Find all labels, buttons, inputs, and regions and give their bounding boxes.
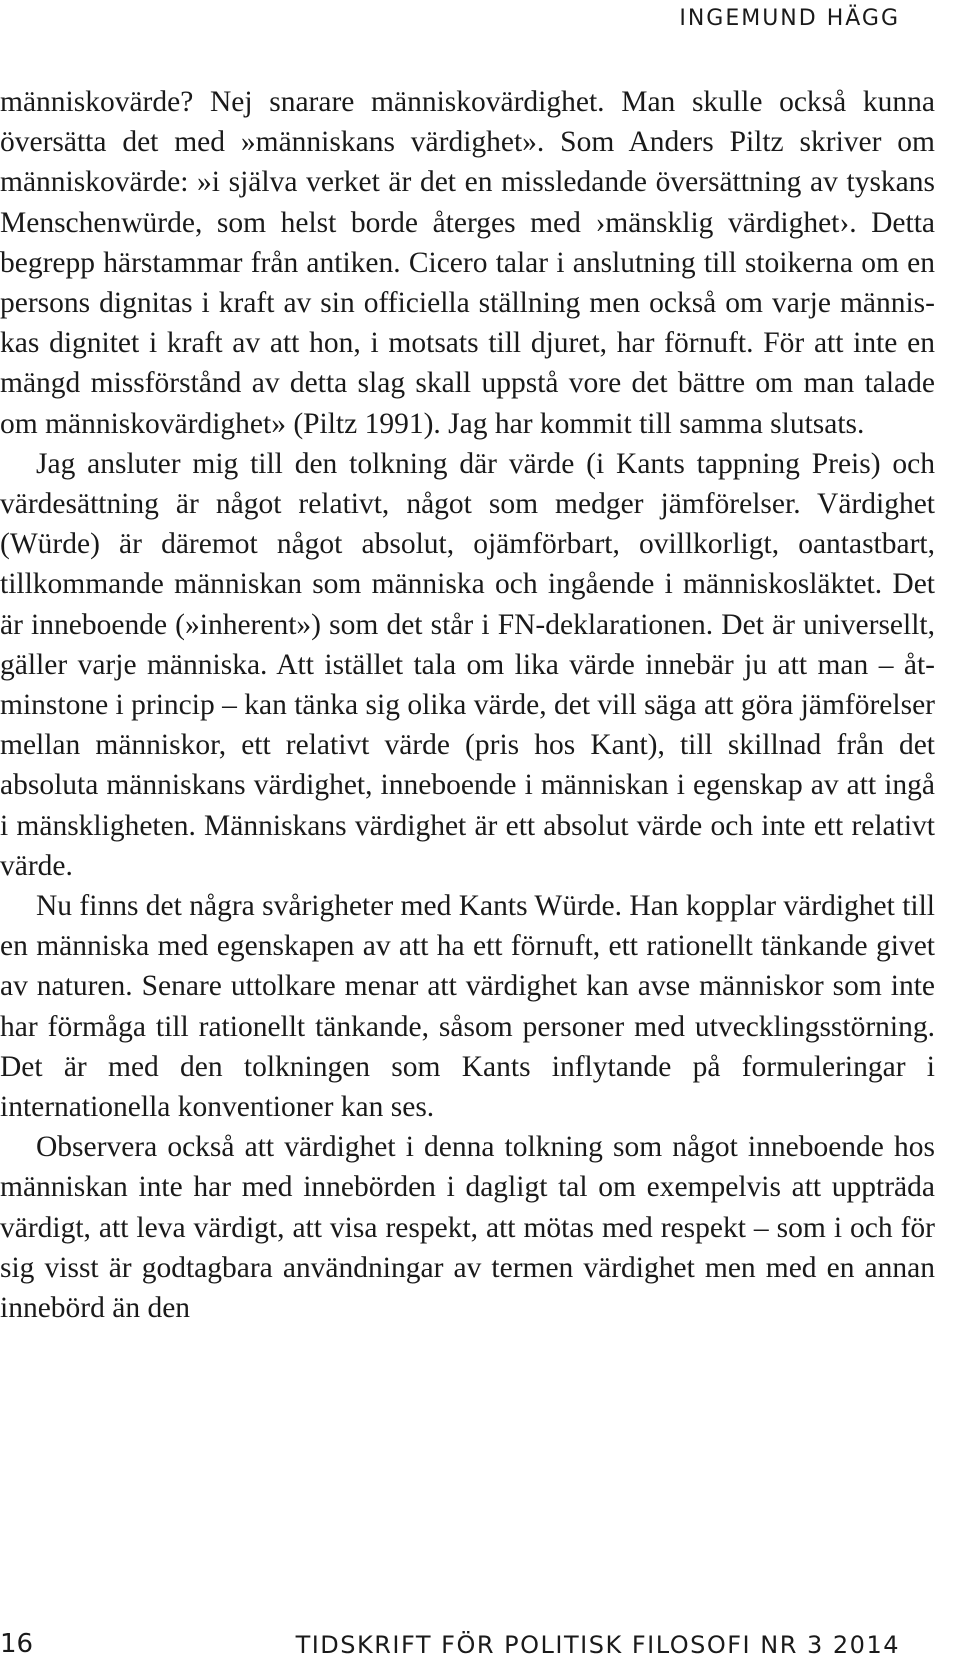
page-number: 16 <box>0 1629 34 1659</box>
page-footer <box>0 1619 960 1659</box>
paragraph: Nu finns det några svårigheter med Kants Würde. Han kopplar värdighet till en människa med egenskapen av att ha ett förnuft, ett rationellt tänkande givet av naturen. Senare uttolkare menar att värdighet kan avse människor som inte har förmåga till rationellt tänkande, såsom personer med utvecklingsstörning. Det är med den tolkningen som Kants inflytande på formuleringar i internationella konventioner kan ses. <box>0 890 935 1124</box>
paragraph: människovärde? Nej snarare människovärdighet. Man skulle också kunna översätta det med »människans värdighet». Som Anders Piltz skriver om människovärde: »i själva verket är det en missledande översättning av tyskans Menschenwürde, som helst borde återges med ›mänsklig värdighet›. Detta begrepp härstammar från antiken. Cicero talar i anslutning till stoikerna om en persons dignitas i kraft av sin officiella ställning men också om varje människas dignitet i kraft av att hon, i motsats till djuret, har förnuft. För att inte en mängd missförstånd av detta slag skall uppstå vore det bättre om man talade om människovärdighet» (Piltz 1991). Jag har kommit till samma slutsats. <box>0 86 935 440</box>
paragraph: Observera också att värdighet i denna tolkning som något inneboende hos människan inte har med innebörden i dagligt tal om exempelvis att uppträda värdigt, att leva värdigt, att visa respekt, att mötas med respekt – som i och för sig visst är godtagbara användningar av termen värdighet men med en annan innebörd än den <box>0 1131 935 1325</box>
running-head-author: INGEMUND HÄGG <box>679 6 900 31</box>
article-body <box>0 82 935 1328</box>
paragraph: Jag ansluter mig till den tolkning där värde (i Kants tappning Preis) och värdesättning är något relativt, något som medger jämförelser. Värdighet (Würde) är däremot något absolut, ojämförbart, ovillkorligt, oantastbart, tillkommande människan som människa och ingående i människosläktet. Det är inneboende (»inherent») som det står i FN-deklarationen. Det är universellt, gäller varje människa. Att istället tala om lika värde innebär ju att man – åtminstone i princip – kan tänka sig olika värde, det vill säga att göra jämförelser mellan människor, ett relativt värde (pris hos Kant), till skillnad från det absoluta människans värdighet, inneboende i människan i egenskap av att ingå i mänskligheten. Människans värdighet är ett absolut värde och inte ett relativt värde. <box>0 447 935 882</box>
journal-title: TIDSKRIFT FÖR POLITISK FILOSOFI NR 3 2014 <box>295 1631 900 1659</box>
